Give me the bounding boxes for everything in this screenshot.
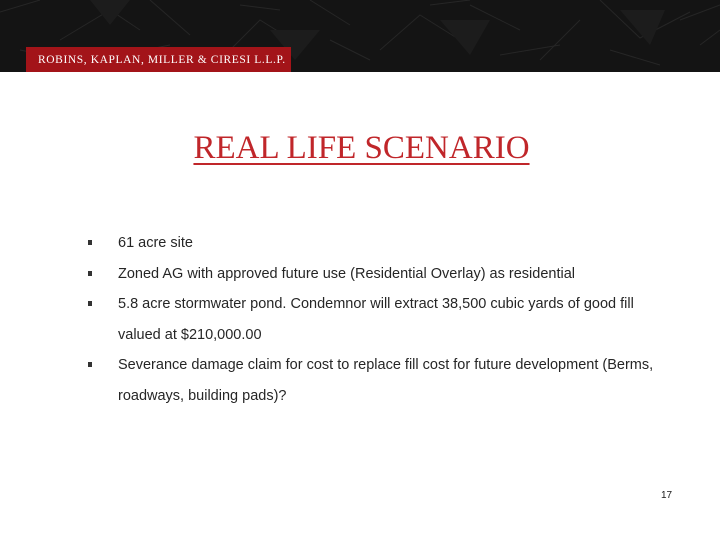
header-band [0,0,720,72]
page-number: 17 [661,490,673,501]
bullet-text: Severance damage claim for cost to replace fill cost for future development (Berms, roadways, building pads)? [118,357,654,404]
bullet-item-zoning [88,259,668,290]
firm-logo [26,47,291,72]
square-bullet-icon [88,240,92,245]
bullet-item-pond [88,289,668,350]
firm-logo-text: ROBINS, KAPLAN, MILLER & CIRESI L.L.P. [38,53,286,66]
bullet-list [88,228,668,411]
bullet-text: 61 acre site [118,235,193,251]
slide-title: REAL LIFE SCENARIO [193,130,530,166]
square-bullet-icon [88,271,92,276]
bullet-item-severance [88,350,668,411]
square-bullet-icon [88,362,92,367]
square-bullet-icon [88,301,92,306]
bullet-text: 5.8 acre stormwater pond. Condemnor will extract 38,500 cubic yards of good fill valued at $210,000.00 [118,296,634,343]
bullet-item-site [88,228,668,259]
bullet-text: Zoned AG with approved future use (Residential Overlay) as residential [118,265,575,282]
